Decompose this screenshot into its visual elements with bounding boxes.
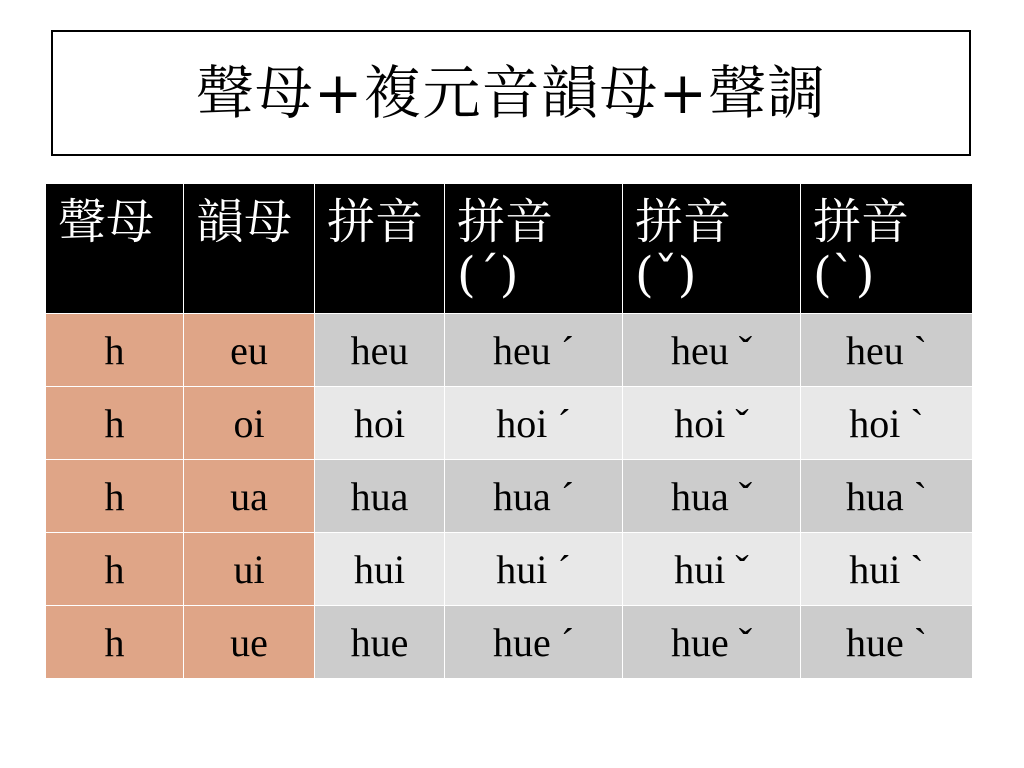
header-label: 拼音 bbox=[813, 194, 910, 250]
header-tone-mark: (ˊ) bbox=[457, 246, 519, 303]
header-initial bbox=[46, 184, 184, 314]
header-label: 韻母 bbox=[196, 194, 293, 250]
cell-pinyin-tone3: hoi ˇ bbox=[623, 387, 801, 460]
header-label: 拼音 bbox=[327, 194, 424, 250]
header-pinyin bbox=[315, 184, 445, 314]
cell-final: oi bbox=[184, 387, 315, 460]
cell-pinyin-tone3: heu ˇ bbox=[623, 314, 801, 387]
title-box bbox=[51, 30, 971, 156]
cell-pinyin: hua bbox=[315, 460, 445, 533]
cell-pinyin-tone4: hui ˋ bbox=[801, 533, 973, 606]
cell-pinyin: hui bbox=[315, 533, 445, 606]
cell-pinyin-tone4: hue ˋ bbox=[801, 606, 973, 679]
header-tone-mark: (ˋ) bbox=[813, 246, 875, 303]
cell-initial: h bbox=[46, 460, 184, 533]
table-row bbox=[46, 606, 973, 679]
cell-pinyin-tone4: hua ˋ bbox=[801, 460, 973, 533]
cell-pinyin-tone2: hua ˊ bbox=[445, 460, 623, 533]
cell-pinyin: hoi bbox=[315, 387, 445, 460]
cell-final: eu bbox=[184, 314, 315, 387]
cell-pinyin-tone3: hue ˇ bbox=[623, 606, 801, 679]
header-pinyin-tone4 bbox=[801, 184, 973, 314]
slide-title: 聲母+複元音韻母+聲調 bbox=[195, 59, 827, 127]
cell-initial: h bbox=[46, 387, 184, 460]
cell-pinyin-tone3: hua ˇ bbox=[623, 460, 801, 533]
table-row bbox=[46, 460, 973, 533]
cell-pinyin-tone2: hui ˊ bbox=[445, 533, 623, 606]
cell-pinyin: heu bbox=[315, 314, 445, 387]
cell-final: ue bbox=[184, 606, 315, 679]
cell-initial: h bbox=[46, 314, 184, 387]
cell-pinyin-tone2: heu ˊ bbox=[445, 314, 623, 387]
header-label: 拼音 bbox=[457, 194, 554, 250]
cell-pinyin-tone2: hue ˊ bbox=[445, 606, 623, 679]
cell-pinyin-tone4: hoi ˋ bbox=[801, 387, 973, 460]
table-row bbox=[46, 387, 973, 460]
cell-final: ui bbox=[184, 533, 315, 606]
syllable-table bbox=[45, 183, 973, 679]
header-label: 拼音 bbox=[635, 194, 732, 250]
cell-initial: h bbox=[46, 533, 184, 606]
table-row bbox=[46, 314, 973, 387]
header-pinyin-tone3 bbox=[623, 184, 801, 314]
header-row bbox=[46, 184, 973, 314]
cell-pinyin: hue bbox=[315, 606, 445, 679]
cell-initial: h bbox=[46, 606, 184, 679]
cell-final: ua bbox=[184, 460, 315, 533]
header-label: 聲母 bbox=[58, 194, 155, 250]
table-row bbox=[46, 533, 973, 606]
cell-pinyin-tone3: hui ˇ bbox=[623, 533, 801, 606]
cell-pinyin-tone2: hoi ˊ bbox=[445, 387, 623, 460]
cell-pinyin-tone4: heu ˋ bbox=[801, 314, 973, 387]
header-tone-mark: (ˇ) bbox=[635, 246, 697, 303]
header-pinyin-tone2 bbox=[445, 184, 623, 314]
header-final bbox=[184, 184, 315, 314]
